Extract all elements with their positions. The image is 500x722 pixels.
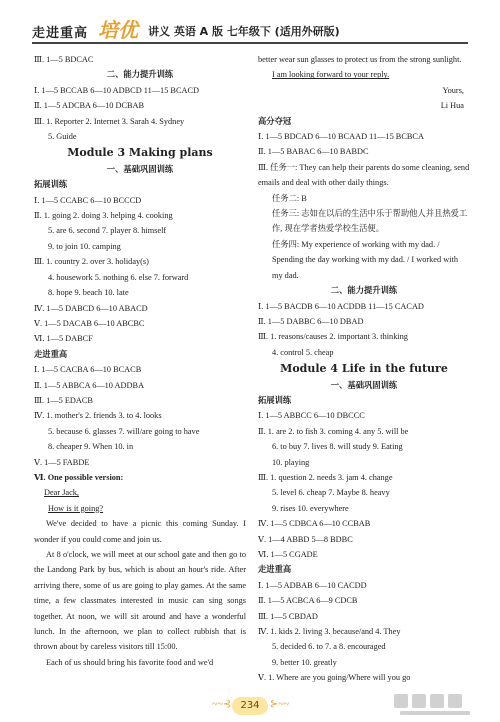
watermark-logo	[390, 690, 490, 718]
answer-line: 6. to buy 7. lives 8. will study 9. Eating	[272, 442, 403, 452]
subject-line: 讲义 英语 A 版 七年级下 (适用外研版)	[148, 25, 340, 38]
swirl-ornament-icon: ~~⊰	[212, 699, 232, 710]
answer-line: Ⅲ. 1—5 BDCAC	[34, 55, 94, 64]
answer-line: Ⅰ. 1—5 BACDB 6—10 ACDDB 11—15 CACAD	[258, 301, 424, 311]
letter-signoff: Yours,	[442, 85, 464, 95]
letter-paragraph: At 8 o'clock, we will meet at our school gate and then go to the Landong Park by bus, which is about an hour's ride. After arriving there, some of us are going to play games. At the same time, a few classmates interested in music can sing songs together. At noon, we will sit around and have a wonderful lunch. In the afternoon, we plan to collect rubbish that is thrown about by careless visitors till 15:00.	[34, 550, 246, 652]
answer-line: Ⅱ. 1—5 ADCBA 6—10 DCBAB	[34, 101, 145, 111]
answer-line: 4. control 5. cheap	[272, 347, 334, 357]
left-column	[34, 52, 246, 670]
letter-signature: Li Hua	[440, 101, 464, 111]
answer-line: Ⅱ. 1. are 2. to fish 3. coming 4. any 5. will be	[258, 426, 409, 436]
answer-line: Ⅱ. 1—5 ACBCA 6—9 CDCB	[258, 596, 358, 606]
right-column	[258, 52, 470, 686]
answer-line: 4. housework 5. nothing 6. else 7. forward	[48, 272, 189, 282]
answer-line: 9. rises 10. everywhere	[272, 503, 349, 513]
answer-line: Ⅲ. 1. question 2. needs 3. jam 4. change	[258, 472, 393, 482]
answer-line: Ⅳ. 1—5 CDBCA 6—10 CCBAB	[258, 519, 371, 529]
answer-line: Ⅲ. 1—5 EDACB	[34, 395, 93, 405]
answer-line: Ⅲ. 1. Reporter 2. Internet 3. Sarah 4. Sydney	[34, 116, 185, 126]
page-number: 234	[232, 697, 268, 715]
answer-line: Ⅴ. 1—5 FABDE	[34, 457, 90, 467]
subsection-label: 走进重高	[258, 564, 292, 575]
answer-line: Ⅲ. 1—5 CBDAD	[258, 611, 318, 621]
brand-script-logo: 培优	[98, 18, 138, 42]
answer-line: Ⅳ. 1. kids 2. living 3. because/and 4. They	[258, 627, 401, 637]
module-title: Module 3 Making plans	[67, 146, 213, 160]
answer-line: 9. to join 10. camping	[48, 241, 121, 251]
brand-title: 走进重高	[32, 26, 89, 41]
answer-line: 5. because 6. glasses 7. will/are going to have	[48, 426, 200, 436]
subsection-label: 走进重高	[34, 348, 68, 359]
page-header	[0, 0, 500, 40]
letter-paragraph: better wear sun glasses to protect us from the strong sunlight.	[258, 55, 462, 64]
answer-line: Ⅱ. 1—5 BABAC 6—10 BABDC	[258, 147, 369, 157]
answer-line: Ⅰ. 1—5 ADBAB 6—10 CACDD	[258, 580, 367, 590]
subsection-label: 拓展训练	[258, 394, 292, 405]
subsection-label: 拓展训练	[34, 179, 68, 190]
answer-line: Ⅱ. 1. going 2. doing 3. helping 4. cooking	[34, 211, 173, 221]
answer-line: Ⅰ. 1—5 CACBA 6—10 BCACB	[34, 365, 142, 375]
answer-line: 9. better 10. greatly	[272, 657, 337, 667]
answer-line: 任务二: B	[272, 193, 307, 203]
section-heading: 一、基础巩固训练	[330, 379, 398, 390]
answer-line: Ⅲ. 任务一: They can help their parents do some cleaning, send emails and deal with other daily things.	[258, 162, 470, 188]
header-divider	[32, 42, 468, 44]
swirl-ornament-icon: ⊱~~	[270, 699, 290, 710]
section-heading: 二、能力提升训练	[330, 285, 398, 296]
answer-line: Ⅲ. 1. country 2. over 3. holiday(s)	[34, 257, 149, 267]
answer-line: Ⅴ. 1—5 DACAB 6—10 ABCBC	[34, 318, 145, 328]
answer-line: 5. Guide	[48, 132, 77, 142]
answer-line: Ⅰ. 1—5 CCABC 6—10 BCCCD	[34, 195, 142, 205]
answer-line: Ⅳ. 1. mother's 2. friends 3. to 4. looks	[34, 411, 162, 421]
answer-line: 任务四: My experience of working with my dad. / Spending the day working with my dad. / I worked with my dad.	[272, 239, 458, 280]
answer-line: Ⅳ. 1—5 DABCD 6—10 ABACD	[34, 303, 148, 313]
answer-line: Ⅰ. 1—5 BCCAB 6—10 ADBCD 11—15 BCACD	[34, 85, 200, 95]
answer-line: Ⅵ. 1—5 DABCF	[34, 334, 93, 344]
answer-line: Ⅰ. 1—5 ABBCC 6—10 DBCCC	[258, 411, 365, 421]
subsection-label: 高分夺冠	[258, 115, 292, 126]
section-heading: 二、能力提升训练	[106, 69, 174, 80]
answer-line: 8. hope 9. beach 10. late	[48, 288, 129, 298]
answer-line: 任务三: 志如在以后的生活中乐于帮助他人并且热爱工作, 现在学者热爱学校生活便。	[272, 209, 468, 234]
answer-line: 5. level 6. cheap 7. Maybe 8. heavy	[272, 488, 390, 498]
answer-line: Ⅴ. 1. Where are you going/Where will you go	[258, 673, 411, 683]
answer-line: Ⅵ. One possible version:	[34, 472, 124, 482]
letter-salutation: Dear Jack,	[44, 488, 80, 498]
answer-line: 8. cheaper 9. When 10. in	[48, 442, 134, 452]
letter-opening: How is it going?	[48, 503, 104, 513]
answer-line: Ⅰ. 1—5 BDCAD 6—10 BCAAD 11—15 BCBCA	[258, 132, 424, 142]
letter-paragraph: We've decided to have a picnic this coming Sunday. I wonder if you could come and join us.	[34, 519, 246, 544]
answer-line: 5. decided 6. to 7. a 8. encouraged	[272, 642, 386, 652]
answer-line: Ⅲ. 1. reasons/causes 2. important 3. thinking	[258, 332, 408, 342]
answer-line: Ⅱ. 1—5 DABBC 6—10 DBAD	[258, 316, 364, 326]
answer-line: Ⅵ. 1—5 CGADE	[258, 550, 318, 559]
answer-line: Ⅱ. 1—5 ABBCA 6—10 ADDBA	[34, 380, 145, 390]
answer-line: 10. playing	[272, 457, 310, 467]
answer-line: Ⅴ. 1—4 ABBD 5—8 BDBC	[258, 534, 353, 544]
section-heading: 一、基础巩固训练	[106, 163, 174, 174]
answer-line: 5. are 6. second 7. player 8. himself	[48, 226, 167, 236]
letter-closing: I am looking forward to your reply.	[272, 70, 390, 80]
module-title: Module 4 Life in the future	[280, 362, 448, 376]
letter-paragraph: Each of us should bring his favorite food and we'd	[46, 657, 214, 667]
